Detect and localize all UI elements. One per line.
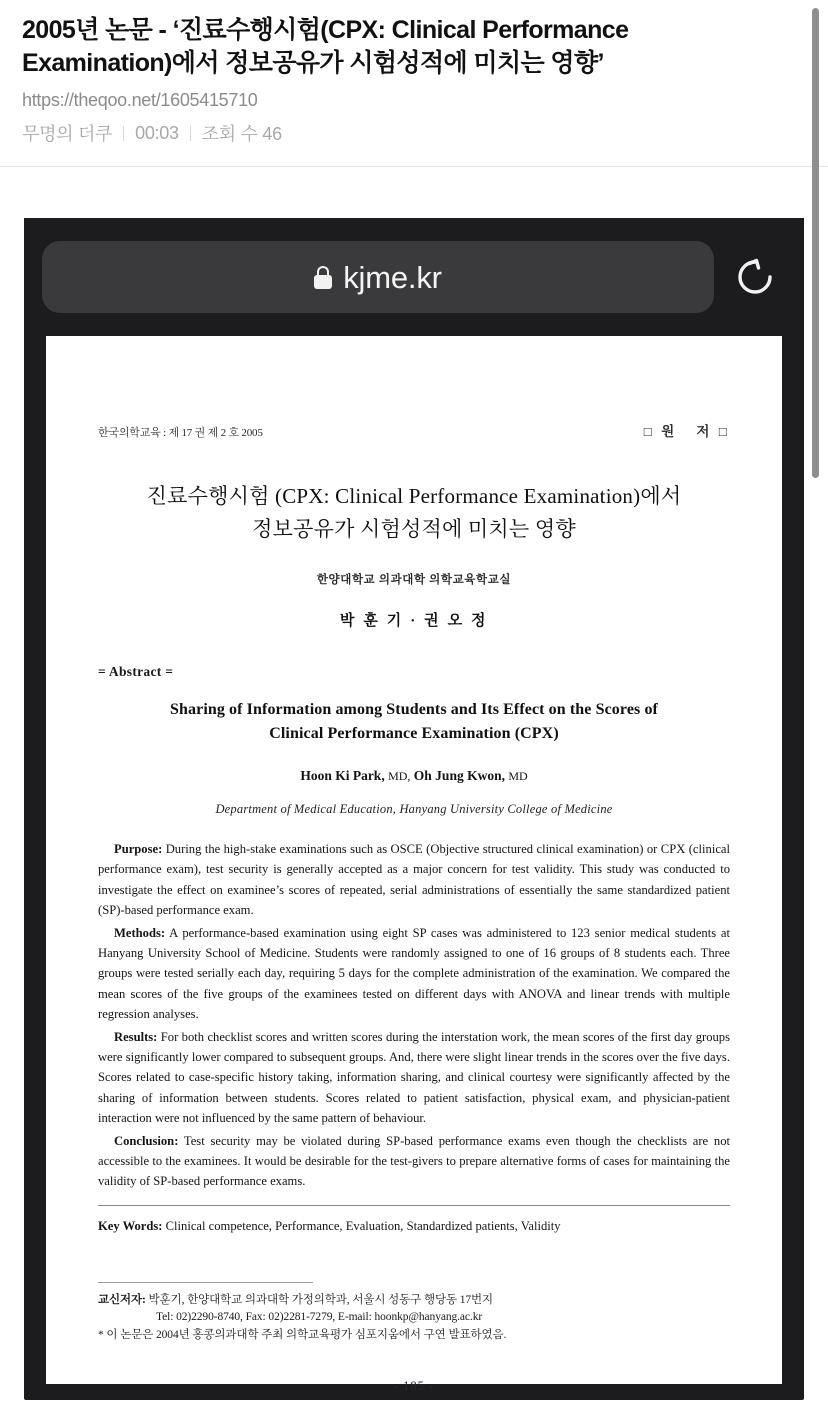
english-title-line-1: Sharing of Information among Students and Its Effect on the Scores of [170,701,658,719]
footnote-divider [98,1282,313,1283]
methods-label: Methods: [114,925,166,940]
post-meta [22,120,806,146]
results-text: For both checklist scores and written scores during the interstation work, the mean scores of the first day groups were significantly lower compared to subsequent groups. And, there were slight linear trends in the scores over the five days. Scores related to case-specific history taking, information sharing, and clinical courtesy were significantly affected by the sharing of information between students. Scores related to patient satisfaction, physical exam, and physician-patient interaction were not influenced by the same pattern of behaviour. [98,1029,730,1126]
keywords-text: Clinical competence, Performance, Evaluation, Standardized patients, Validity [162,1218,561,1233]
abstract-results [98,1027,730,1129]
lock-icon [314,266,332,289]
post-author: 무명의 더쿠 [22,124,113,144]
purpose-text: During the high-stake examinations such as OSCE (Objective structured clinical examination) or CPX (clinical performance exam), test security is generally accepted as a major concern for test validity. This study was conducted to investigate the effect on examinee’s scores of repeated, serial administrations of essentially the same standardized patient (SP)-based performance exam. [98,842,730,918]
keywords-line [98,1217,730,1236]
post-time: 00:03 [135,122,179,143]
article-type-badge: □ 원 저 □ [643,424,730,439]
english-title-line-2: Clinical Performance Examination (CPX) [269,725,559,743]
reload-button[interactable] [728,250,782,304]
address-bar-content [314,259,442,295]
author-2-degree: MD [508,769,528,784]
keywords-divider [98,1205,730,1206]
results-label: Results: [114,1029,158,1044]
header-divider [0,166,828,167]
english-affiliation: Department of Medical Education, Hanyang University College of Medicine [215,802,613,817]
english-title [98,698,730,746]
abstract-marker: = Abstract = [98,664,174,680]
footnote-note: * 이 논문은 2004년 홍콩의과대학 주최 의학교육평가 심포지움에서 구연 발표하였음. [98,1329,507,1342]
footnote-correspondence [98,1292,730,1310]
address-bar[interactable] [42,241,714,313]
korean-title-line-1: 진료수행시험 (CPX: Clinical Performance Examination)에서 [146,484,682,508]
footnote-contact: Tel: 02)2290-8740, Fax: 02)2281-7279, E-mail: hoonkp@hanyang.ac.kr [156,1311,483,1324]
post-view-count: 조회 수 46 [201,124,282,144]
conclusion-text: Test security may be violated during SP-based performance exams even though the checklists are not accessible to the examinees. It would be desirable for the test-givers to prepare alternative forms of cases for maintaining the validity of SP-based performance exams. [98,1133,730,1189]
conclusion-label: Conclusion: [114,1133,179,1148]
meta-divider-2 [190,126,191,141]
purpose-label: Purpose: [114,842,163,857]
abstract-conclusion [98,1131,730,1192]
scrollbar-thumb[interactable] [812,8,819,478]
page-number: - 185 - [393,1379,435,1394]
abstract-purpose [98,839,730,921]
browser-chrome [24,218,804,336]
journal-header-line [98,420,730,440]
post-source-url[interactable]: https://theqoo.net/1605415710 [22,90,258,110]
journal-page [46,336,782,1394]
paper-frame [24,336,804,1406]
journal-citation: 한국의학교육 : 제 17 권 제 2 호 2005 [98,427,263,439]
footnote-label: 교신저자: [98,1293,146,1306]
keywords-label: Key Words: [98,1218,163,1233]
author-1-degree: MD, [388,769,411,784]
english-authors [98,768,730,784]
page-title: 2005년 논문 - ‘진료수행시험(CPX: Clinical Performance Examination)에서 정보공유가 시험성적에 미치는 영향’ [22,16,629,77]
author-2-name: Oh Jung Kwon, [413,768,505,784]
footnote-author-text: 박훈기, 한양대학교 의과대학 가정의학과, 서울시 성동구 행당동 17번지 [145,1293,494,1306]
post-header [0,0,828,146]
korean-authors: 박 훈 기 · 권 오 정 [339,613,489,630]
korean-title [98,480,730,545]
author-1-name: Hoon Ki Park, [300,768,385,784]
meta-divider-1 [123,126,124,141]
page-scrollbar[interactable] [804,0,828,1409]
footnote-block [98,1282,730,1345]
korean-affiliation: 한양대학교 의과대학 의학교육학교실 [316,574,512,587]
abstract-methods [98,923,730,1025]
browser-screenshot-card [24,218,804,1400]
methods-text: A performance-based examination using eight SP cases was administered to 123 senior medical students at Hanyang University School of Medicine. Students were randomly assigned to one of 16 groups of 8 students each. Three groups were tested serially each day, requiring 5 days for the complete administration of the examination. We compared the mean scores of the five groups of the examinees tested on different days with ANOVA and linear trends with multiple regression analyses. [98,925,730,1022]
address-bar-domain: kjme.kr [343,259,442,295]
korean-title-line-2: 정보공유가 시험성적에 미치는 영향 [252,516,576,541]
reload-icon [731,253,779,301]
